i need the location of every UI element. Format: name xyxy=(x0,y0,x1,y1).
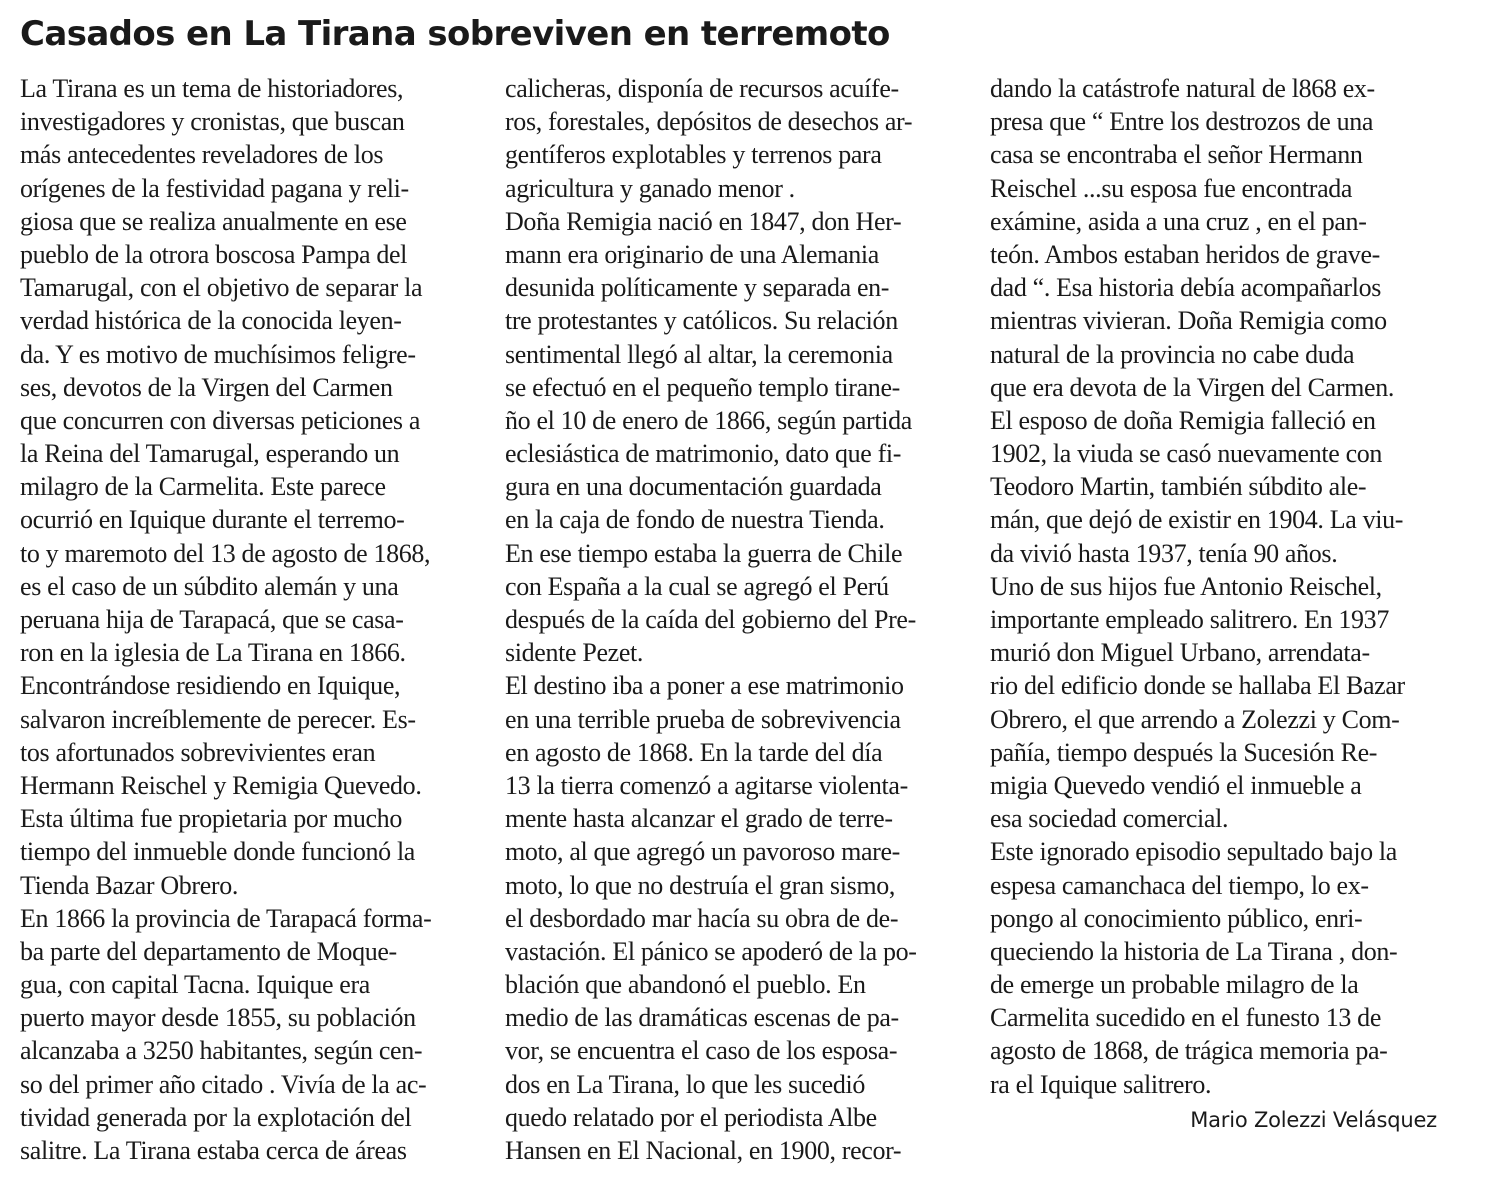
text-line: alcanzaba a 3250 habitantes, según cen- xyxy=(20,1036,423,1066)
text-line: gentíferos explotables y terrenos para xyxy=(505,140,882,170)
text-line: peruana hija de Tarapacá, que se casa- xyxy=(20,605,404,634)
text-line: verdad histórica de la conocida leyen- xyxy=(20,306,402,336)
text-line: dando la catástrofe natural de l868 ex- xyxy=(990,74,1375,103)
text-line: Hansen en El Nacional, en 1900, recor- xyxy=(505,1136,902,1165)
text-line: moto, al que agregó un pavoroso mare- xyxy=(505,837,900,867)
text-line: eclesiástica de matrimonio, dato que fi- xyxy=(505,439,902,469)
text-line: queciendo la historia de La Tirana , don- xyxy=(990,936,1398,966)
text-line: 13 la tierra comenzó a agitarse violenta- xyxy=(505,770,908,800)
text-line: La Tirana es un tema de historiadores, xyxy=(20,74,404,103)
text-line: en una terrible prueba de sobrevivencia xyxy=(505,704,901,734)
text-line: blación que abandonó el pueblo. En xyxy=(505,970,866,1000)
text-line: en agosto de 1868. En la tarde del día xyxy=(505,737,883,767)
text-line: puerto mayor desde 1855, su población xyxy=(20,1003,416,1033)
text-line: En 1866 la provincia de Tarapacá forma- xyxy=(20,903,432,933)
text-line: ron en la iglesia de La Tirana en 1866. xyxy=(20,638,406,668)
text-line: migia Quevedo vendió el inmueble a xyxy=(990,770,1362,800)
text-line: teón. Ambos estaban heridos de grave- xyxy=(990,239,1380,269)
text-line: ros, forestales, depósitos de desechos ar- xyxy=(505,107,913,137)
text-line: esa sociedad comercial. xyxy=(990,804,1229,834)
text-line: más antecedentes reveladores de los xyxy=(20,140,384,170)
text-line: Doña Remigia nació en 1847, don Her- xyxy=(505,206,902,236)
text-line: Encontrándose residiendo en Iquique, xyxy=(20,671,401,701)
text-line: pongo al conocimiento público, enri- xyxy=(990,903,1363,933)
text-line: espesa camanchaca del tiempo, lo ex- xyxy=(990,870,1369,900)
text-line: mann era originario de una Alemania xyxy=(505,239,879,269)
article-column-2 xyxy=(505,72,975,1167)
text-line: dos en La Tirana, lo que les sucedió xyxy=(505,1069,866,1099)
text-line: Tienda Bazar Obrero. xyxy=(20,870,239,900)
text-line: exámine, asida a una cruz , en el pan- xyxy=(990,206,1367,236)
text-line: gua, con capital Tacna. Iquique era xyxy=(20,970,370,1000)
text-line: ba parte del departamento de Moque- xyxy=(20,936,397,966)
text-line: da vivió hasta 1937, tenía 90 años. xyxy=(990,538,1338,568)
text-line: pañía, tiempo después la Sucesión Re- xyxy=(990,737,1378,767)
text-line: ño el 10 de enero de 1866, según partida xyxy=(505,405,912,435)
text-line: ra el Iquique salitrero. xyxy=(990,1069,1212,1099)
text-line: tiempo del inmueble donde funcionó la xyxy=(20,837,416,867)
text-line: El destino iba a poner a ese matrimonio xyxy=(505,671,904,701)
text-line: tos afortunados sobrevivientes eran xyxy=(20,737,376,767)
text-line: Reischel ...su esposa fue encontrada xyxy=(990,173,1353,203)
text-line: después de la caída del gobierno del Pre- xyxy=(505,605,916,634)
text-line: medio de las dramáticas escenas de pa- xyxy=(505,1003,899,1033)
text-line: presa que “ Entre los destrozos de una xyxy=(990,107,1374,137)
text-line: milagro de la Carmelita. Este parece xyxy=(20,472,386,502)
text-line: to y maremoto del 13 de agosto de 1868, xyxy=(20,538,431,568)
text-line: mientras vivieran. Doña Remigia como xyxy=(990,306,1387,336)
text-line: moto, lo que no destruía el gran sismo, xyxy=(505,870,896,900)
text-line: so del primer año citado . Vivía de la ac- xyxy=(20,1069,427,1099)
text-line: murió don Miguel Urbano, arrendata- xyxy=(990,638,1370,668)
text-line: que era devota de la Virgen del Carmen. xyxy=(990,372,1395,402)
text-line: sidente Pezet. xyxy=(505,638,644,668)
text-line: tre protestantes y católicos. Su relación xyxy=(505,306,898,336)
text-line: que concurren con diversas peticiones a xyxy=(20,405,421,435)
text-line: casa se encontraba el señor Hermann xyxy=(990,140,1363,170)
text-line: vor, se encuentra el caso de los esposa- xyxy=(505,1036,898,1066)
text-line: pueblo de la otrora boscosa Pampa del xyxy=(20,239,408,269)
text-line: de emerge un probable milagro de la xyxy=(990,970,1359,1000)
text-line: quedo relatado por el periodista Albe xyxy=(505,1102,877,1132)
text-line: importante empleado salitrero. En 1937 xyxy=(990,605,1389,634)
text-line: Esta última fue propietaria por mucho xyxy=(20,804,402,834)
text-line: Carmelita sucedido en el funesto 13 de xyxy=(990,1003,1382,1033)
text-line: tividad generada por la explotación del xyxy=(20,1102,412,1132)
headline: Casados en La Tirana sobreviven en terremoto xyxy=(20,14,890,54)
text-line: ocurrió en Iquique durante el terremo- xyxy=(20,505,405,535)
text-line: Tamarugal, con el objetivo de separar la xyxy=(20,273,423,303)
text-line: agosto de 1868, de trágica memoria pa- xyxy=(990,1036,1388,1066)
text-line: Este ignorado episodio sepultado bajo la xyxy=(990,837,1397,867)
text-line: rio del edificio donde se hallaba El Bazar xyxy=(990,671,1405,701)
text-line: salitre. La Tirana estaba cerca de áreas xyxy=(20,1136,407,1165)
text-line: Obrero, el que arrendo a Zolezzi y Com- xyxy=(990,704,1400,734)
text-line: vastación. El pánico se apoderó de la po- xyxy=(505,936,917,966)
text-line: Teodoro Martin, también súbdito ale- xyxy=(990,472,1367,502)
text-line: El esposo de doña Remigia falleció en xyxy=(990,405,1376,435)
text-line: 1902, la viuda se casó nuevamente con xyxy=(990,439,1383,469)
byline: Mario Zolezzi Velásquez xyxy=(1190,1108,1437,1132)
text-line: el desbordado mar hacía su obra de de- xyxy=(505,903,899,933)
text-line: orígenes de la festividad pagana y reli- xyxy=(20,173,409,203)
text-line: Uno de sus hijos fue Antonio Reischel, xyxy=(990,571,1382,601)
text-line: investigadores y cronistas, que buscan xyxy=(20,107,405,137)
text-line: la Reina del Tamarugal, esperando un xyxy=(20,439,400,469)
text-line: gura en una documentación guardada xyxy=(505,472,882,502)
text-line: desunida políticamente y separada en- xyxy=(505,273,890,303)
text-line: agricultura y ganado menor . xyxy=(505,173,795,203)
text-line: con España a la cual se agregó el Perú xyxy=(505,571,889,601)
text-line: mente hasta alcanzar el grado de terre- xyxy=(505,804,893,834)
text-line: natural de la provincia no cabe duda xyxy=(990,339,1355,369)
text-line: dad “. Esa historia debía acompañarlos xyxy=(990,273,1381,303)
text-line: mán, que dejó de existir en 1904. La viu- xyxy=(990,505,1404,535)
text-line: da. Y es motivo de muchísimos feligre- xyxy=(20,339,416,369)
text-line: es el caso de un súbdito alemán y una xyxy=(20,571,399,601)
text-line: calicheras, disponía de recursos acuífe- xyxy=(505,74,899,103)
text-line: en la caja de fondo de nuestra Tienda. xyxy=(505,505,885,535)
text-line: giosa que se realiza anualmente en ese xyxy=(20,206,407,236)
text-line: se efectuó en el pequeño templo tirane- xyxy=(505,372,900,402)
article-column-3 xyxy=(990,72,1460,1101)
text-line: En ese tiempo estaba la guerra de Chile xyxy=(505,538,903,568)
text-line: ses, devotos de la Virgen del Carmen xyxy=(20,372,393,402)
article-column-1 xyxy=(20,72,490,1167)
text-line: Hermann Reischel y Remigia Quevedo. xyxy=(20,770,422,800)
text-line: salvaron increíblemente de perecer. Es- xyxy=(20,704,416,734)
text-line: sentimental llegó al altar, la ceremonia xyxy=(505,339,893,369)
